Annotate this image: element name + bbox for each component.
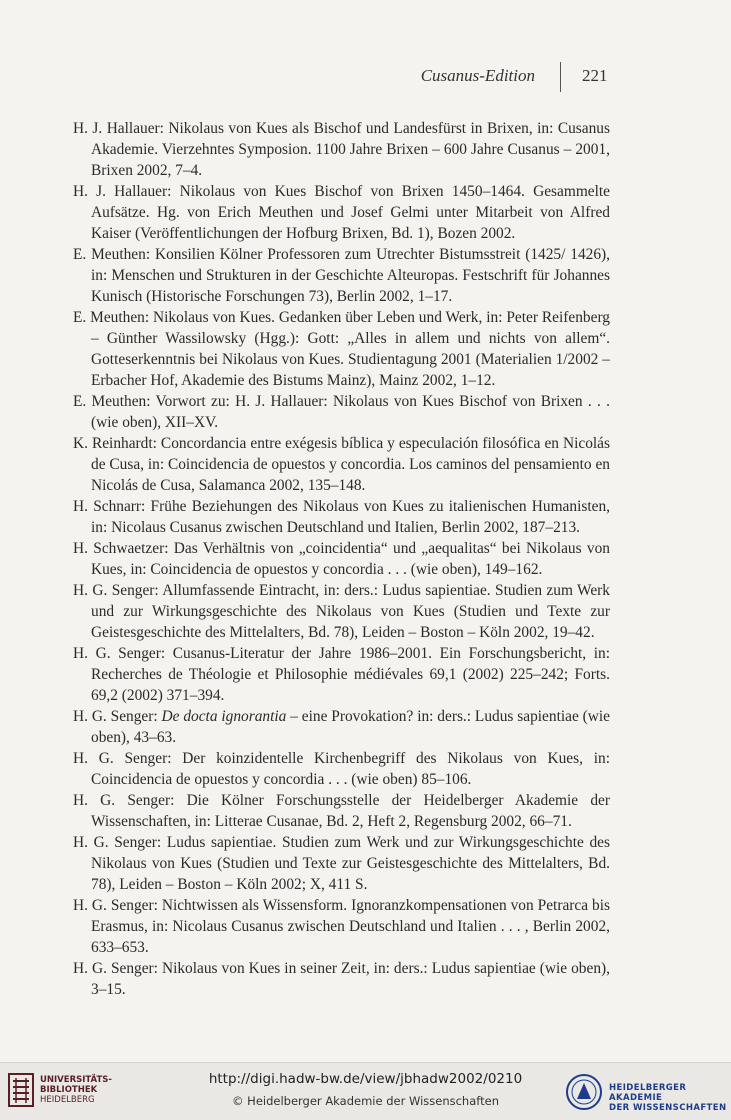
page-header: [0, 66, 731, 96]
bibliography-entry: E. Meuthen: Vorwort zu: H. J. Hallauer: Nikolaus von Kues Bischof von Brixen . . . (wie oben), XII–XV.: [73, 393, 610, 431]
bibliography-entry: H. G. Senger: Die Kölner Forschungsstelle der Heidelberger Akademie der Wissenschaften, in: Litterae Cusanae, Bd. 2, Heft 2, Regensburg 2002, 66–71.: [73, 792, 610, 830]
page-number: 221: [582, 66, 608, 85]
bibliography-entry: H. Schnarr: Frühe Beziehungen des Nikolaus von Kues zu italienischen Humanisten, in: Nicolaus Cusanus zwischen Deutschland und Italien, Berlin 2002, 187–213.: [73, 498, 610, 536]
library-name-line: HEIDELBERG: [40, 1095, 95, 1105]
bibliography-entry: H. Schwaetzer: Das Verhältnis von „coincidentia“ und „aequalitas“ bei Nikolaus von Kues, in: Coincidencia de opuestos y concordia . . . (wie oben), 149–162.: [73, 540, 610, 578]
bibliography-entry: E. Meuthen: Konsilien Kölner Professoren zum Utrechter Bistumsstreit (1425/ 1426), in: Menschen und Strukturen in der Geschichte Alteuropas. Festschrift für Johannes Kunisch (Historische Forschungen 73), Berlin 2002, 1–17.: [73, 246, 610, 305]
bibliography-entry: E. Meuthen: Nikolaus von Kues. Gedanken über Leben und Werk, in: Peter Reifenberg – Günther Wassilowsky (Hgg.): Gott: „Alles in allem und nichts von allem“. Gotteserkenntnis bei Nikolaus von Kues. Studientagung 2001 (Materialien 1/2002 – Erbacher Hof, Akademie des Bistums Mainz), Mainz 2002, 1–12.: [73, 309, 610, 389]
bibliography-entry: H. J. Hallauer: Nikolaus von Kues als Bischof und Landesfürst in Brixen, in: Cusanus Akademie. Vierzehntes Symposion. 1100 Jahre Brixen – 600 Jahre Cusanus – 2001, Brixen 2002, 7–4.: [73, 120, 610, 179]
academy-name-line: DER WISSENSCHAFTEN: [609, 1103, 727, 1113]
bibliography-list: [73, 118, 610, 1000]
academy-name-line: HEIDELBERGER AKADEMIE: [609, 1083, 687, 1103]
library-name-line: BIBLIOTHEK: [40, 1085, 98, 1095]
entry-author: H. G. Senger:: [73, 708, 162, 725]
bibliography-entry: H. G. Senger: Nikolaus von Kues in seiner Zeit, in: ders.: Ludus sapientiae (wie oben), 3–15.: [73, 960, 610, 998]
running-title: Cusanus-Edition: [420, 66, 535, 85]
bibliography-entry: H. J. Hallauer: Nikolaus von Kues Bischof von Brixen 1450–1464. Gesammelte Aufsätze. Hg. von Erich Meuthen und Josef Gelmi unter Mitarbeit von Alfred Kaiser (Veröffentlichungen der Hofburg Brixen, Bd. 1), Bozen 2002.: [73, 183, 610, 242]
entry-italic-title: De docta ignorantia: [161, 708, 287, 725]
library-name-line: UNIVERSITÄTS-: [40, 1075, 112, 1085]
bibliography-entry: K. Reinhardt: Concordancia entre exégesis bíblica y especulación filosófica en Nicolás de Cusa, in: Coincidencia de opuestos y concordia. Los caminos del pensamiento en Nicolás de Cusa, Salamanca 2002, 135–148.: [73, 435, 610, 494]
header-divider: [560, 62, 561, 92]
entry-rest: – eine Provokation? in: ders.: Ludus sapientiae (wie oben), 43–63.: [91, 708, 610, 746]
bibliography-entry: H. G. Senger: Nichtwissen als Wissensform. Ignoranzkompensationen von Petrarca bis Erasmus, in: Nicolaus Cusanus zwischen Deutschland und Italien . . . , Berlin 2002, 633–653.: [73, 897, 610, 956]
bibliography-entry: H. G. Senger: Ludus sapientiae. Studien zum Werk und zur Wirkungsgeschichte des Nikolaus von Kues (Studien und Texte zur Geistesgeschichte des Mittelalters, Bd. 78), Leiden – Boston – Köln 2002; X, 411 S.: [73, 834, 610, 893]
digitization-footer: [0, 1062, 731, 1120]
academy-seal-icon[interactable]: [565, 1073, 603, 1111]
bibliography-entry: H. G. Senger: Allumfassende Eintracht, in: ders.: Ludus sapientiae. Studien zum Werk und zur Wirkungsgeschichte des Nikolaus von Kues (Studien und Texte zur Geistesgeschichte des Mittelalters, Bd. 78), Leiden – Boston – Köln 2002, 19–42.: [73, 582, 610, 641]
academy-name: [609, 1083, 731, 1113]
bibliography-entry: H. G. Senger: Cusanus-Literatur der Jahre 1986–2001. Ein Forschungsbericht, in: Recherches de Théologie et Philosophie médiévales 69,1 (2002) 225–242; Forts. 69,2 (2002) 371–394.: [73, 645, 610, 704]
bibliography-entry: H. G. Senger: Der koinzidentelle Kirchenbegriff des Nikolaus von Kues, in: Coincidencia de opuestos y concordia . . . (wie oben) 85–106.: [73, 750, 610, 788]
bibliography-entry: [73, 706, 610, 748]
document-url-link[interactable]: http://digi.hadw-bw.de/view/jbhadw2002/0210: [208, 1071, 523, 1087]
copyright-notice: © Heidelberger Akademie der Wissenschaften: [232, 1094, 499, 1108]
